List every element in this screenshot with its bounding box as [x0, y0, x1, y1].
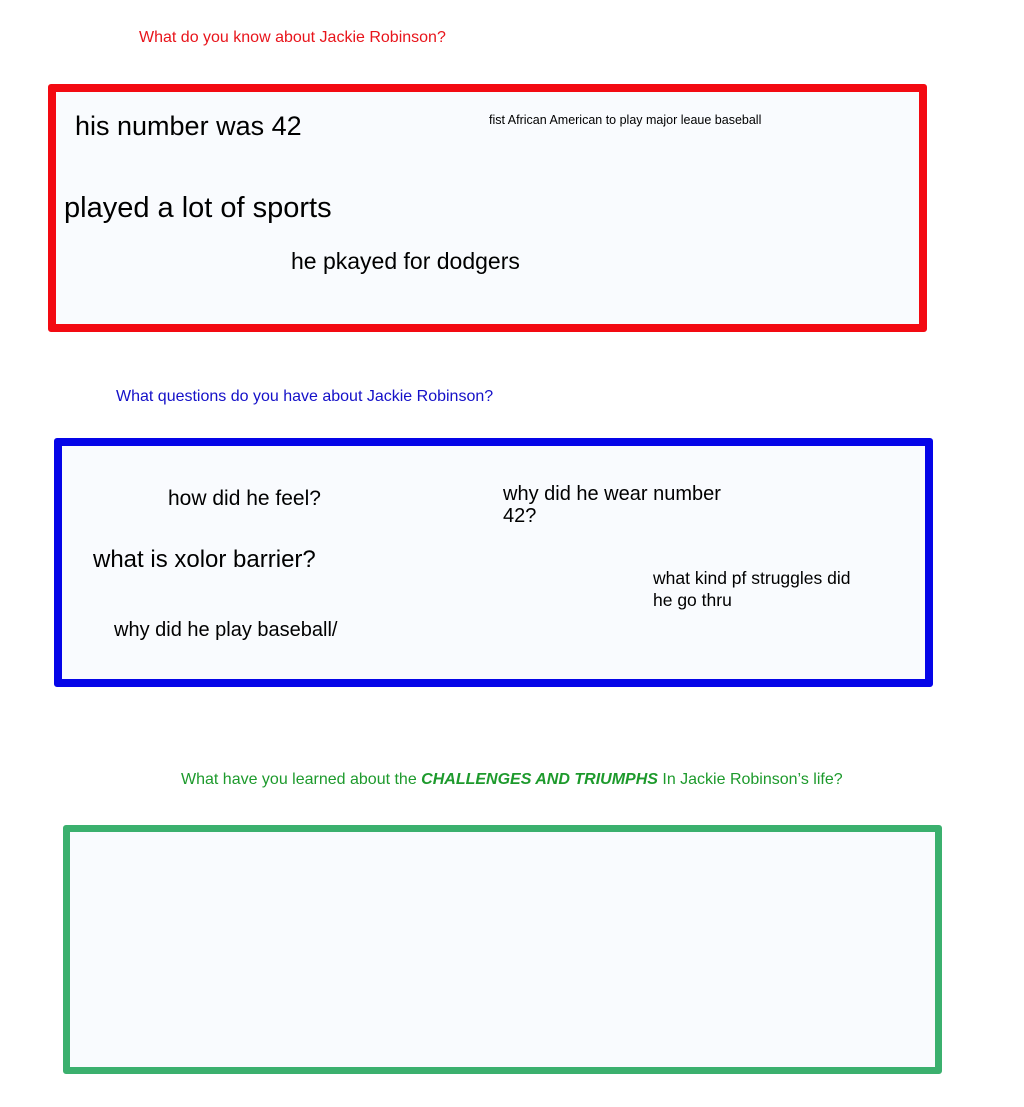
learned-prompt-after: In Jackie Robinson’s life? — [657, 771, 843, 788]
question-note-struggles[interactable]: what kind pf struggles did he go thru — [653, 568, 851, 610]
learned-prompt — [181, 771, 843, 789]
learned-prompt-emphasis: CHALLENGES AND TRIUMPHS — [421, 771, 658, 788]
know-note-first-african-american[interactable]: fist African American to play major leaue baseball — [489, 113, 762, 127]
know-note-sports[interactable]: played a lot of sports — [64, 192, 332, 224]
questions-box[interactable] — [54, 438, 933, 687]
know-prompt: What do you know about Jackie Robinson? — [139, 29, 446, 46]
know-note-dodgers[interactable]: he pkayed for dodgers — [291, 248, 520, 274]
question-note-feel[interactable]: how did he feel? — [168, 487, 321, 510]
questions-prompt: What questions do you have about Jackie Robinson? — [116, 388, 494, 405]
question-note-color-barrier[interactable]: what is xolor barrier? — [93, 546, 316, 573]
question-note-number-42[interactable]: why did he wear number 42? — [503, 483, 721, 527]
know-note-number[interactable]: his number was 42 — [75, 111, 302, 141]
learned-prompt-before: What have you learned about the — [181, 771, 422, 788]
know-box[interactable] — [48, 84, 927, 332]
question-note-baseball[interactable]: why did he play baseball/ — [114, 619, 338, 641]
learned-box[interactable] — [63, 825, 942, 1074]
